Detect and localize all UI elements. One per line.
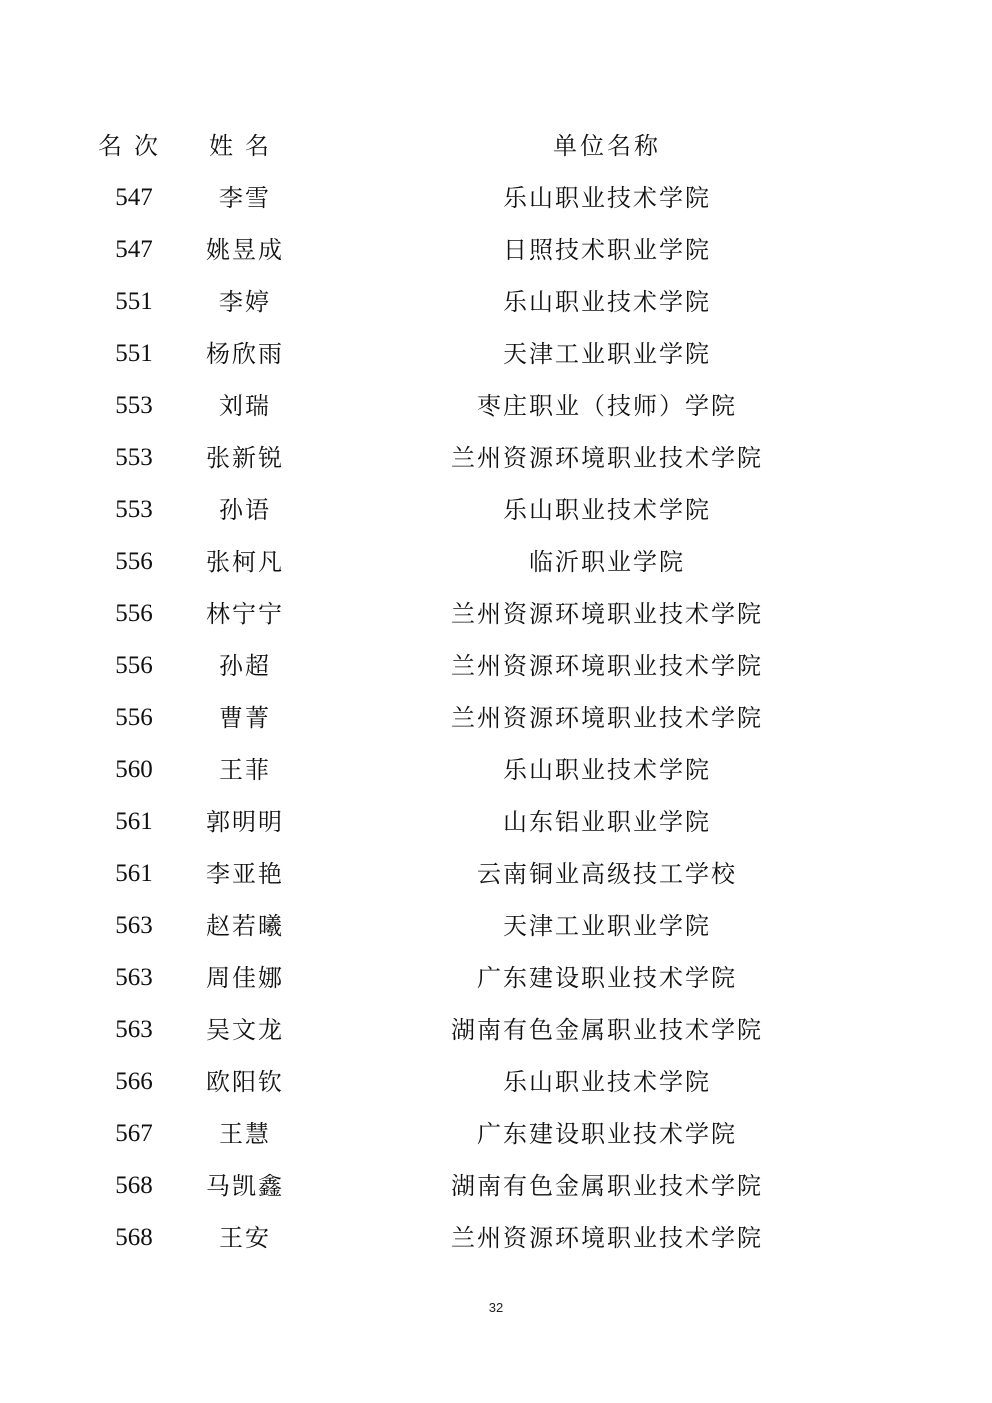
rank-cell: 553 [115, 496, 153, 523]
rank-cell: 563 [115, 964, 153, 991]
name-cell: 王菲 [219, 756, 271, 784]
unit-cell: 乐山职业技术学院 [503, 184, 711, 212]
name-cell: 曹菁 [219, 704, 271, 732]
rank-cell: 547 [115, 184, 153, 211]
rank-cell: 563 [115, 1016, 153, 1043]
unit-cell: 天津工业职业学院 [503, 340, 711, 368]
name-cell: 杨欣雨 [206, 340, 284, 368]
table-row [0, 1108, 992, 1160]
name-cell: 李雪 [219, 184, 271, 212]
unit-cell: 乐山职业技术学院 [503, 756, 711, 784]
rank-cell: 561 [115, 860, 153, 887]
unit-cell: 日照技术职业学院 [503, 236, 711, 264]
name-cell: 欧阳钦 [206, 1068, 284, 1096]
rank-cell: 551 [115, 288, 153, 315]
table-row [0, 744, 992, 796]
rank-cell: 556 [115, 704, 153, 731]
name-cell: 马凯鑫 [206, 1172, 284, 1200]
table-row [0, 276, 992, 328]
rank-cell: 568 [115, 1172, 153, 1199]
table-row [0, 536, 992, 588]
unit-cell: 兰州资源环境职业技术学院 [451, 1224, 763, 1252]
rank-cell: 553 [115, 444, 153, 471]
rank-cell: 566 [115, 1068, 153, 1095]
unit-cell: 湖南有色金属职业技术学院 [451, 1016, 763, 1044]
unit-cell: 兰州资源环境职业技术学院 [451, 444, 763, 472]
ranking-table [0, 120, 992, 1264]
table-row [0, 692, 992, 744]
table-row [0, 1212, 992, 1264]
table-row [0, 848, 992, 900]
rank-cell: 556 [115, 600, 153, 627]
rank-cell: 563 [115, 912, 153, 939]
name-cell: 张新锐 [206, 444, 284, 472]
unit-cell: 乐山职业技术学院 [503, 288, 711, 316]
rank-cell: 556 [115, 548, 153, 575]
name-cell: 孙超 [219, 652, 271, 680]
name-cell: 吴文龙 [206, 1016, 284, 1044]
table-row [0, 796, 992, 848]
table-row [0, 1160, 992, 1212]
name-cell: 李婷 [219, 288, 271, 316]
rank-cell: 556 [115, 652, 153, 679]
rank-cell: 560 [115, 756, 153, 783]
unit-cell: 湖南有色金属职业技术学院 [451, 1172, 763, 1200]
table-row [0, 1056, 992, 1108]
table-row [0, 380, 992, 432]
rank-cell: 567 [115, 1120, 153, 1147]
header-name: 姓名 [209, 132, 281, 160]
table-header [0, 120, 992, 172]
rank-cell: 561 [115, 808, 153, 835]
name-cell: 王安 [219, 1224, 271, 1252]
name-cell: 姚昱成 [206, 236, 284, 264]
unit-cell: 兰州资源环境职业技术学院 [451, 704, 763, 732]
name-cell: 赵若曦 [206, 912, 284, 940]
unit-cell: 乐山职业技术学院 [503, 1068, 711, 1096]
unit-cell: 山东铝业职业学院 [503, 808, 711, 836]
table-row [0, 588, 992, 640]
page-number: 32 [488, 1300, 504, 1315]
unit-cell: 天津工业职业学院 [503, 912, 711, 940]
header-unit: 单位名称 [553, 132, 661, 160]
name-cell: 郭明明 [206, 808, 284, 836]
unit-cell: 广东建设职业技术学院 [477, 1120, 737, 1148]
rank-cell: 547 [115, 236, 153, 263]
name-cell: 李亚艳 [206, 860, 284, 888]
table-body [0, 172, 992, 1264]
table-row [0, 900, 992, 952]
unit-cell: 云南铜业高级技工学校 [477, 860, 737, 888]
name-cell: 孙语 [219, 496, 271, 524]
rank-cell: 553 [115, 392, 153, 419]
name-cell: 周佳娜 [206, 964, 284, 992]
unit-cell: 兰州资源环境职业技术学院 [451, 600, 763, 628]
header-rank: 名次 [98, 132, 170, 160]
table-row [0, 328, 992, 380]
rank-cell: 551 [115, 340, 153, 367]
unit-cell: 枣庄职业（技师）学院 [477, 392, 737, 420]
table-row [0, 484, 992, 536]
table-row [0, 432, 992, 484]
name-cell: 王慧 [219, 1120, 271, 1148]
table-row [0, 952, 992, 1004]
table-row [0, 1004, 992, 1056]
table-row [0, 640, 992, 692]
name-cell: 林宁宁 [206, 600, 284, 628]
table-row [0, 224, 992, 276]
name-cell: 刘瑞 [219, 392, 271, 420]
unit-cell: 乐山职业技术学院 [503, 496, 711, 524]
unit-cell: 临沂职业学院 [529, 548, 685, 576]
table-row [0, 172, 992, 224]
name-cell: 张柯凡 [206, 548, 284, 576]
rank-cell: 568 [115, 1224, 153, 1251]
unit-cell: 广东建设职业技术学院 [477, 964, 737, 992]
unit-cell: 兰州资源环境职业技术学院 [451, 652, 763, 680]
